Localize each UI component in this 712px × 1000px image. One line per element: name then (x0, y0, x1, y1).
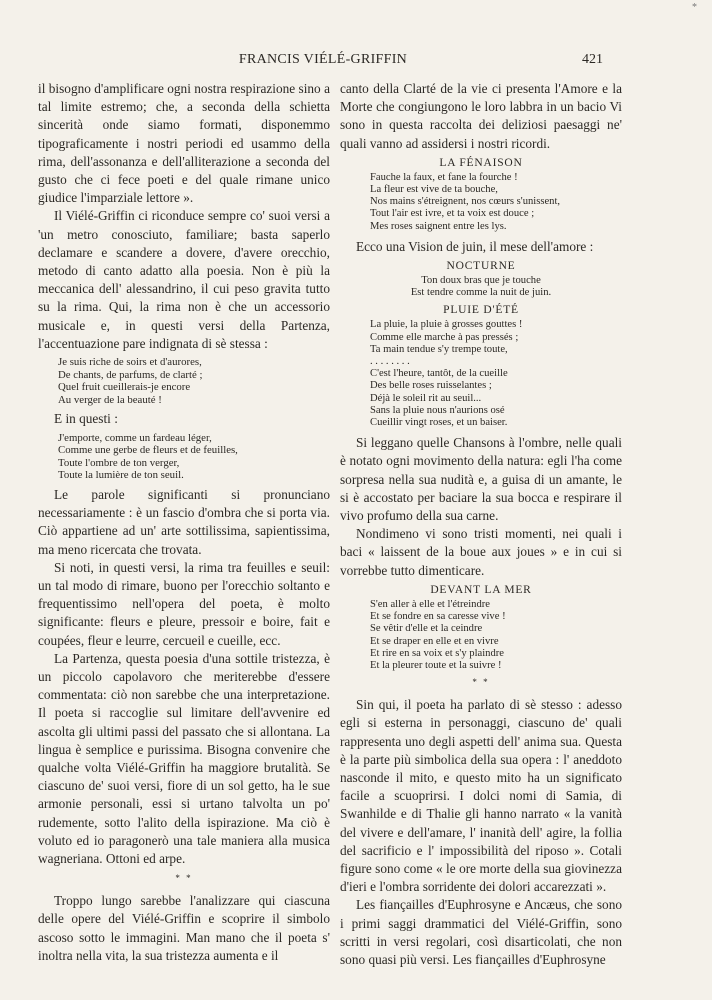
paragraph: Ecco una Vision de juin, il mese dell'amore : (356, 238, 594, 254)
poem-title: LA FÉNAISON (439, 156, 523, 169)
paragraph: Les fiançailles d'Euphrosyne e Ancæus, che sono i primi saggi drammatici del Viélé-Griffin, sono scritti in versi regolari, così disarticolati, che non sono quasi più versi. Les fiançailles d'Euphrosyne (340, 897, 622, 967)
verse-dots: . . . . . . . . (370, 356, 410, 368)
poem-title: DEVANT LA MER (430, 583, 532, 596)
verse-line: Tout l'air est ivre, et ta voix est douce ; (370, 208, 535, 220)
verse-line: Comme une gerbe de fleurs et de feuilles, (58, 444, 238, 457)
verse-line: Toute la lumière de ton seuil. (58, 469, 184, 482)
paragraph: il bisogno d'amplificare ogni nostra respirazione sino a tal limite estremo; che, a seconda della schietta sincerità onde siamo formati, disponemmo tipograficamente i nostri periodi ed usammo della rima, dell'assonanza e dell'alliterazione a seconda del gusto che ci fece poeti e del quale rimane unico giudice l'imparziale lettore ». (38, 81, 330, 206)
verse-line: Se vêtir d'elle et la ceindre (370, 623, 483, 635)
left-column (38, 80, 330, 965)
verse-line: J'emporte, comme un fardeau léger, (58, 431, 212, 444)
verse-line: Des belle roses ruisselantes ; (370, 380, 492, 392)
verse-line: De chants, de parfums, de clarté ; (58, 368, 203, 381)
verse-line: Ton doux bras que je touche (421, 275, 541, 287)
paragraph: Troppo lungo sarebbe l'analizzare qui ciascuna delle opere del Viélé-Griffin e scoprire il simbolo ascoso sotto le immagini. Man mano che il poeta s' inoltra nella vita, la sua tristezza aumenta e il (38, 893, 330, 963)
paragraph: canto della Clarté de la vie ci presenta l'Amore e la Morte che congiungono le loro labbra in un bacio Vi sono in questa raccolta dei deliziosi paesaggi ne' quali vanno ad assidersi i nostri ricordi. (340, 81, 622, 151)
verse-line: Au verger de la beauté ! (58, 393, 162, 406)
verse-quote (38, 356, 330, 406)
verse-line: Nos mains s'étreignent, nos cœurs s'unissent, (370, 196, 561, 208)
verse-line: Je suis riche de soirs et d'aurores, (58, 356, 202, 369)
verse-line: Déjà le soleil rit au seuil... (370, 392, 482, 404)
verse-line: Sans la pluie nous n'aurions osé (370, 404, 505, 416)
poem-body (340, 319, 622, 429)
poem-title: PLUIE D'ÉTÉ (443, 304, 519, 317)
paragraph: Si noti, in questi versi, la rima tra feuilles e seuil: un tal modo di rimare, buono per l'orecchio soltanto e frequentissimo nell'opera del poeta, è molto significante: fleurs e pleure, pressoir e boire, fait e coupées, fleur e leurre, cercueil e cueille, ecc. (38, 559, 330, 648)
paragraph: Il Viélé-Griffin ci riconduce sempre co' suoi versi a 'un metro conosciuto, familiare; basta saperlo declamare e scandere a dovere, d'avere orecchio, metodo di canto adatto alla poesia. Non è più la meccanica dell' alessandrino, il cui peso gravita tutto su la rima. Qui, la rima non è che un accessorio musicale e, in questi versi della Partenza, l'accentuazione pare indignata di sè stessa : (38, 208, 330, 351)
poem-title: NOCTURNE (446, 260, 516, 273)
paragraph: E in questi : (54, 411, 118, 427)
verse-line: Est tendre comme la nuit de juin. (410, 287, 552, 299)
page-number: 421 (582, 52, 603, 67)
poem-body (340, 275, 622, 299)
paragraph: Sin qui, il poeta ha parlato di sè stesso : adesso egli si esterna in personaggi, ciascuno de' quali rappresenta uno degli aspetti dell' anima sua. Questa è la parte più simbolica della sua opera : l' aneddoto nasconde il mito, e questo mito ha un significato facile a scuoprirsi. I dolci nomi di Samia, di Swanhilde e di Thalie gli hanno narrato « la vanità del vivere e dell'amare, l' inanità dell' agire, la follia del sacrificio e l' impossibilità del riposo ». Cotali figure sono come « le ore morte della sua giovinezza d'ieri e l'ombra sorridente dei dolori accarezzati ». (340, 697, 622, 895)
verse-line: Ta main tendue s'y trempe toute, (370, 343, 508, 355)
paragraph: Le parole significanti si pronunciano necessariamente : è un fascio d'ombra che si porta via. Ciò appartiene ad un' arte sottilissima, sapientissima, ma meno ricercata che trovata. (38, 487, 330, 557)
verse-line: Comme elle marche à pas pressés ; (370, 331, 519, 343)
paragraph: Si leggano quelle Chansons à l'ombre, nelle quali è notato ogni movimento della natura: egli l'ha come sorpresa nella sua nudità e, a guisa di un amante, le si è accostato per baciare la sua bocca e respirare il vivo profumo della sua carne. (340, 435, 622, 524)
section-separator: * * (175, 873, 193, 884)
corner-mark: * (692, 2, 697, 13)
right-column (340, 80, 622, 969)
verse-line: Et se fondre en sa caresse vive ! (370, 611, 506, 623)
verse-line: C'est l'heure, tantôt, de la cueille (370, 368, 508, 380)
verse-line: Fauche la faux, et fane la fourche ! (370, 171, 518, 183)
paragraph: La Partenza, questa poesia d'una sottile tristezza, è un piccolo capolavoro che meriterebbe d'essere commentata: ciò non sarebbe che una interpretazione. Il poeta si raccoglie sul limitare dell'avvenire ed ascolta gli ultimi passi del passato che si allontana. La lingua è semplice e purissima. Bisogna convenire che qualche volta Viélé-Griffin ha maggiore brutalità. Se ciascuno de' suoi versi, fiore di un sol getto, ha le sue armonie personali, essi si urtano talvolta un po' rudemente, sotto l'alito della ispirazione. Ma ciò è voluto ed io paragonerò una tale maniera alla musica wagneriana. Ottoni ed arpe. (38, 650, 330, 867)
verse-line: La fleur est vive de ta bouche, (370, 184, 498, 196)
verse-line: La pluie, la pluie à grosses gouttes ! (370, 319, 523, 331)
poem-body (340, 599, 622, 672)
paragraph: Nondimeno vi sono tristi momenti, nei quali i baci « laissent de la boue aux joues » e in cui si vorrebbe tutto dimenticare. (340, 526, 622, 578)
verse-line: S'en aller à elle et l'étreindre (370, 598, 490, 610)
verse-line: Mes roses saignent entre les lys. (370, 220, 507, 232)
section-separator: * * (472, 677, 490, 688)
verse-line: Et rire en sa voix et s'y plaindre (370, 647, 504, 659)
verse-line: Et se draper en elle et en vivre (370, 635, 499, 647)
poem-body (340, 172, 622, 233)
running-header-title: FRANCIS VIÉLÉ-GRIFFIN (238, 52, 408, 67)
verse-line: Cueillir vingt roses, et un baiser. (370, 417, 508, 429)
verse-line: Et la pleurer toute et la suivre ! (370, 659, 502, 671)
verse-quote (38, 432, 330, 482)
verse-line: Quel fruit cueillerais-je encore (58, 381, 191, 394)
verse-line: Toute l'ombre de ton verger, (58, 456, 180, 469)
